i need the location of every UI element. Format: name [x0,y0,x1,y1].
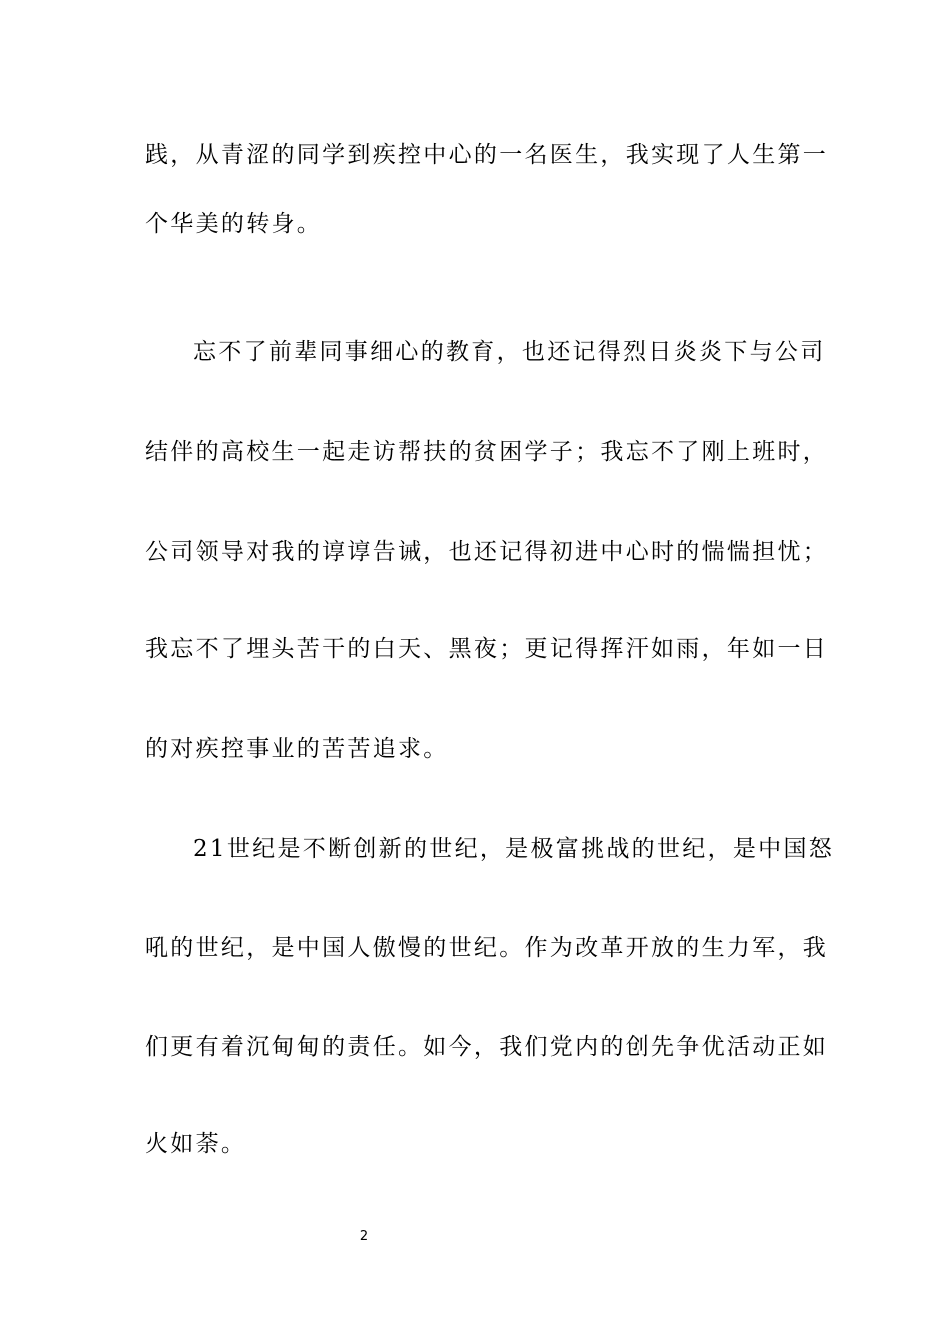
paragraph-2-line-5: 的对疾控事业的苦苦追求。 [145,736,449,762]
paragraph-3-line-3: 们更有着沉甸甸的责任。如今，我们党内的创先争优活动正如 [145,1034,829,1060]
paragraph-3-line-1: 21世纪是不断创新的世纪，是极富挑战的世纪，是中国怒 [193,836,835,862]
paragraph-3-line-2: 吼的世纪，是中国人傲慢的世纪。作为改革开放的生力军，我 [145,935,829,961]
paragraph-2-line-4: 我忘不了埋头苦干的白天、黑夜；更记得挥汗如雨，年如一日 [145,636,829,662]
page-number: 2 [359,1229,369,1244]
paragraph-3-line-4: 火如荼。 [145,1131,247,1157]
paragraph-2-line-1: 忘不了前辈同事细心的教育，也还记得烈日炎炎下与公司 [193,339,826,365]
text-line-2: 个华美的转身。 [145,211,323,237]
paragraph-2-line-3: 公司领导对我的谆谆告诫，也还记得初进中心时的惴惴担忧； [145,539,829,565]
paragraph-2-line-2: 结伴的高校生一起走访帮扶的贫困学子；我忘不了刚上班时， [145,439,829,465]
text-line-1: 践，从青涩的同学到疾控中心的一名医生，我实现了人生第一 [145,142,829,168]
